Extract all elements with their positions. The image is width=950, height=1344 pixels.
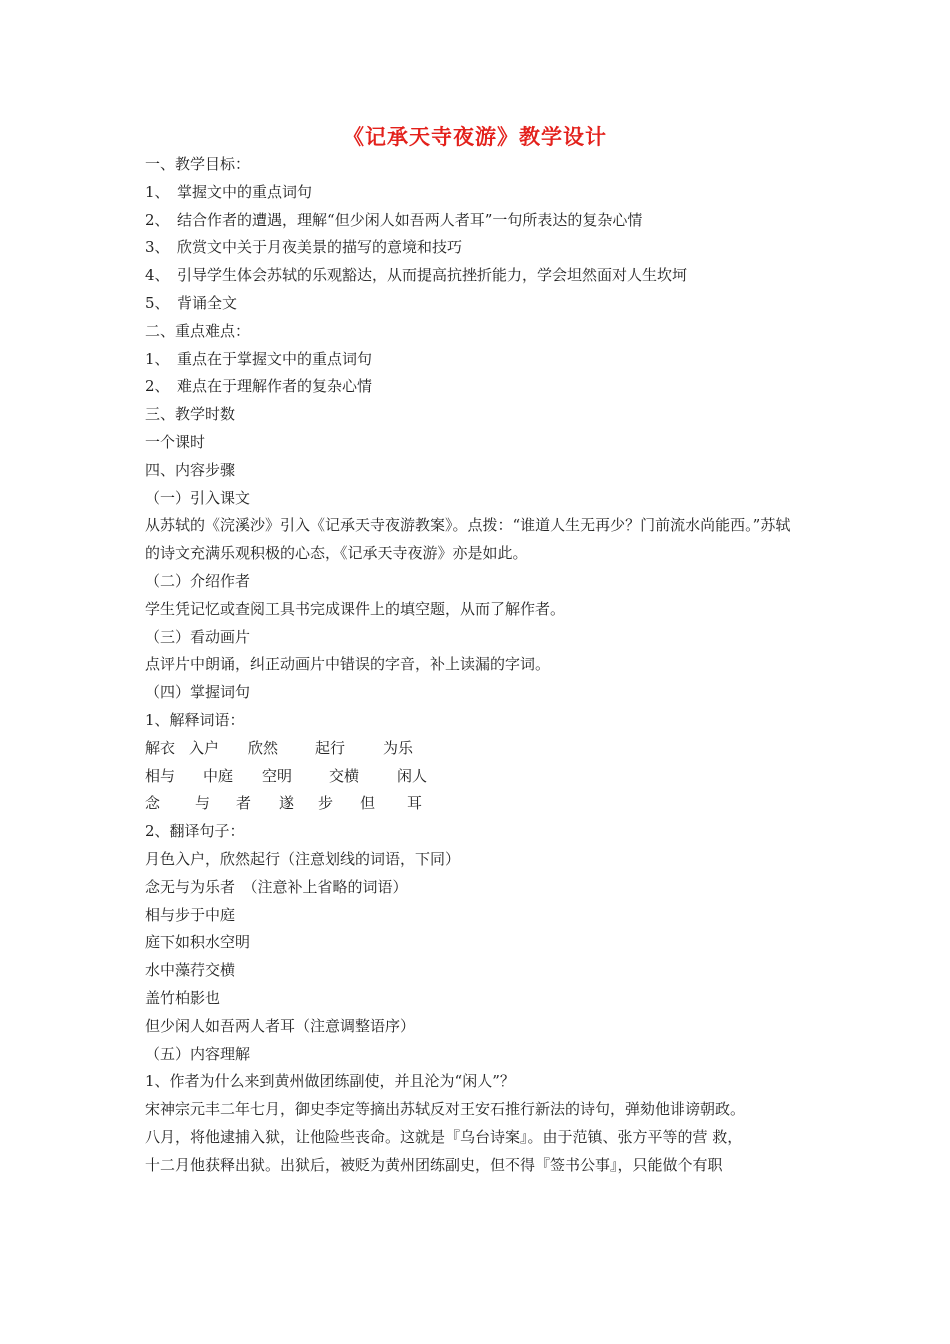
vocab-term: 解衣 [145,738,176,757]
vocab-term: 遂 [279,794,295,813]
vocab-row-1 [145,735,813,763]
step-4-heading: （四）掌握词句 [145,683,251,702]
key-point-1: 1、 重点在于掌握文中的重点词句 [145,349,373,368]
heading-key-points: 二、重点难点： [145,321,251,340]
step-2-text: 学生凭记忆或查阅工具书完成课件上的填空题，从而了解作者。 [145,599,566,618]
translate-sentence: 庭下如积水空明 [145,933,251,952]
step-1-text-a: 从苏轼的《浣溪沙》引入《记承天寺夜游教案》。点拨：“谁道人生无再少？门前流水尚能西。”苏轼 [145,516,791,535]
step-2-heading: （二）介绍作者 [145,571,251,590]
translate-sentence: 念无与为乐者 （注意补上省略的词语） [145,877,408,896]
objective-4: 4、 引导学生体会苏轼的乐观豁达，从而提高抗挫折能力，学会坦然面对人生坎坷 [145,266,688,285]
vocab-term: 起行 [315,738,346,757]
vocab-row-3 [145,790,813,818]
answer-text: 八月，将他逮捕入狱，让他险些丧命。这就是『乌台诗案』。由于范镇、张方平等的营 救， [145,1127,743,1146]
question-1: 1、作者为什么来到黄州做团练副使，并且沦为“闲人”？ [145,1072,515,1091]
translate-sentence: 但少闲人如吾两人者耳（注意调整语序） [145,1016,416,1035]
answer-text: 十二月他获释出狱。出狱后，被贬为黄州团练副史，但不得『签书公事』，只能做个有职 [145,1155,723,1174]
heading-class-hours: 三、教学时数 [145,405,236,424]
step-3-text: 点评片中朗诵，纠正动画片中错误的字音，补上读漏的字词。 [145,655,551,674]
step-3-heading: （三）看动画片 [145,627,251,646]
translate-sentence: 水中藻荇交横 [145,961,236,980]
document-title: 《记承天寺夜游》教学设计 [343,124,607,149]
step-5-heading: （五）内容理解 [145,1044,251,1063]
vocab-term: 闲人 [397,766,428,785]
vocab-term: 中庭 [203,766,234,785]
document-body [145,151,813,1179]
vocab-term: 为乐 [383,738,414,757]
objective-3: 3、 欣赏文中关于月夜美景的描写的意境和技巧 [145,238,463,257]
vocab-term: 交横 [329,766,360,785]
translate-heading: 2、翻译句子： [145,822,245,841]
vocab-term: 与 [195,794,211,813]
vocab-term: 耳 [407,794,423,813]
translate-sentence: 相与步于中庭 [145,905,236,924]
vocab-term: 入户 [189,738,220,757]
vocab-row-2 [145,763,813,791]
vocab-term: 欣然 [248,738,279,757]
vocab-term: 但 [360,794,376,813]
objective-5: 5、 背诵全文 [145,293,238,312]
key-point-2: 2、 难点在于理解作者的复杂心情 [145,377,373,396]
vocab-term: 步 [318,794,334,813]
objective-2: 2、 结合作者的遭遇，理解“但少闲人如吾两人者耳”一句所表达的复杂心情 [145,210,643,229]
class-hours-value: 一个课时 [145,432,206,451]
translate-sentence: 盖竹柏影也 [145,988,221,1007]
objective-1: 1、 掌握文中的重点词句 [145,182,313,201]
answer-text: 宋神宗元丰二年七月，御史李定等摘出苏轼反对王安石推行新法的诗句，弹劾他诽谤朝政。 [145,1100,746,1119]
step-1-text-b: 的诗文充满乐观积极的心态，《记承天寺夜游》亦是如此。 [145,544,528,563]
vocab-term: 空明 [262,766,293,785]
translate-sentence: 月色入户，欣然起行（注意划线的词语，下同） [145,849,461,868]
vocab-term: 相与 [145,766,176,785]
vocab-term: 者 [236,794,252,813]
vocab-term: 念 [145,794,161,813]
step-1-heading: （一）引入课文 [145,488,251,507]
heading-steps: 四、内容步骤 [145,460,236,479]
vocab-heading: 1、解释词语： [145,710,245,729]
heading-objectives: 一、教学目标： [145,155,251,173]
